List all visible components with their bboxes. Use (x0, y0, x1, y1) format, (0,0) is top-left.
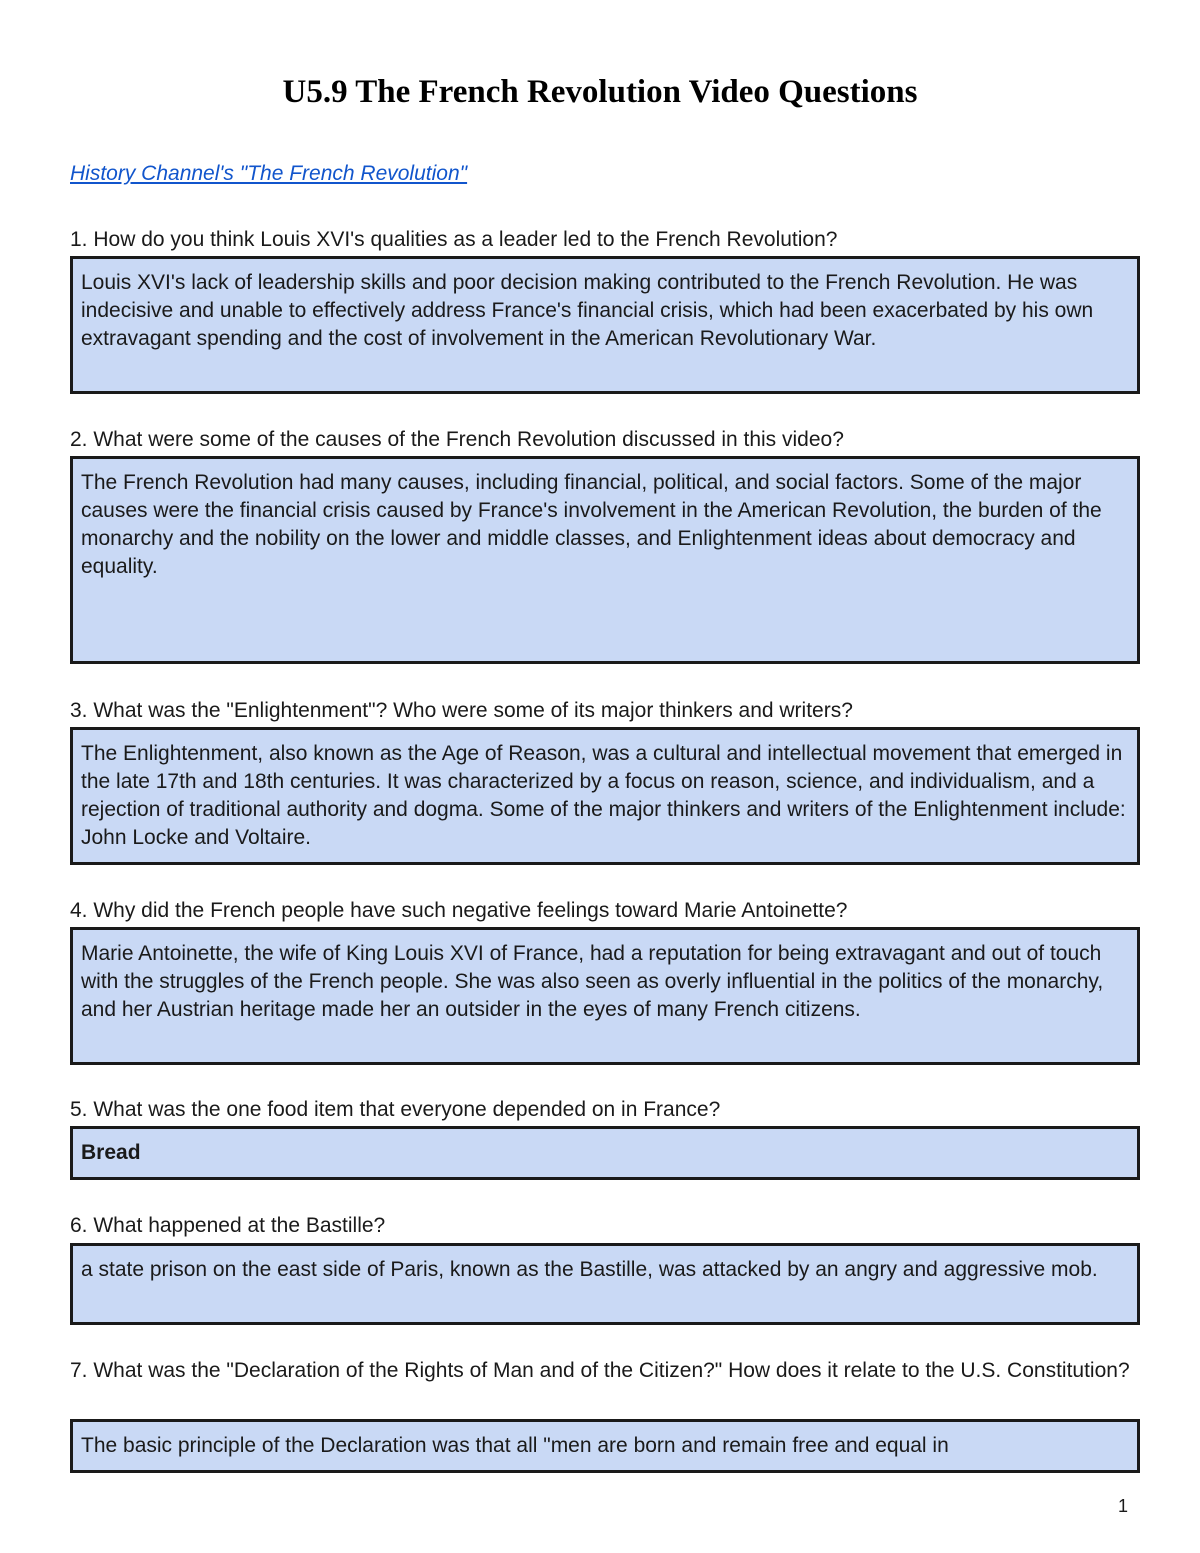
question-2: 2. What were some of the causes of the French Revolution discussed in this video? (70, 428, 844, 451)
answer-5[interactable]: Bread (70, 1126, 1140, 1180)
answer-2[interactable]: The French Revolution had many causes, including financial, political, and social factors. Some of the major causes were the financial crisis caused by France's involvement in the American Revolution, the burden of the monarchy and the nobility on the lower and middle classes, and Enlightenment ideas about democracy and equality. (70, 456, 1140, 664)
question-6: 6. What happened at the Bastille? (70, 1214, 386, 1237)
question-1: 1. How do you think Louis XVI's qualities as a leader led to the French Revolution? (70, 228, 838, 251)
answer-6[interactable]: a state prison on the east side of Paris, known as the Bastille, was attacked by an angry and aggressive mob. (70, 1243, 1140, 1325)
question-3: 3. What was the "Enlightenment"? Who were some of its major thinkers and writers? (70, 699, 853, 722)
question-7: 7. What was the "Declaration of the Rights of Man and of the Citizen?" How does it relate to the U.S. Constitution? (70, 1359, 1130, 1382)
answer-1[interactable]: Louis XVI's lack of leadership skills and poor decision making contributed to the French Revolution. He was indecisive and unable to effectively address France's financial crisis, which had been exacerbated by his own extravagant spending and the cost of involvement in the American Revolutionary War. (70, 256, 1140, 394)
document-title: U5.9 The French Revolution Video Questions (282, 74, 918, 110)
page-number: 1 (1117, 1496, 1128, 1516)
question-5: 5. What was the one food item that everyone depended on in France? (70, 1098, 721, 1121)
question-4: 4. Why did the French people have such negative feelings toward Marie Antoinette? (70, 899, 848, 922)
answer-3[interactable]: The Enlightenment, also known as the Age of Reason, was a cultural and intellectual movement that emerged in the late 17th and 18th centuries. It was characterized by a focus on reason, science, and individualism, and a rejection of traditional authority and dogma. Some of the major thinkers and writers of the Enlightenment include: John Locke and Voltaire. (70, 727, 1140, 865)
video-link[interactable]: History Channel's "The French Revolution" (70, 162, 468, 185)
answer-7[interactable]: The basic principle of the Declaration was that all "men are born and remain free and equal in (70, 1419, 1140, 1473)
answer-4[interactable]: Marie Antoinette, the wife of King Louis XVI of France, had a reputation for being extravagant and out of touch with the struggles of the French people. She was also seen as overly influential in the politics of the monarchy, and her Austrian heritage made her an outsider in the eyes of many French citizens. (70, 927, 1140, 1065)
